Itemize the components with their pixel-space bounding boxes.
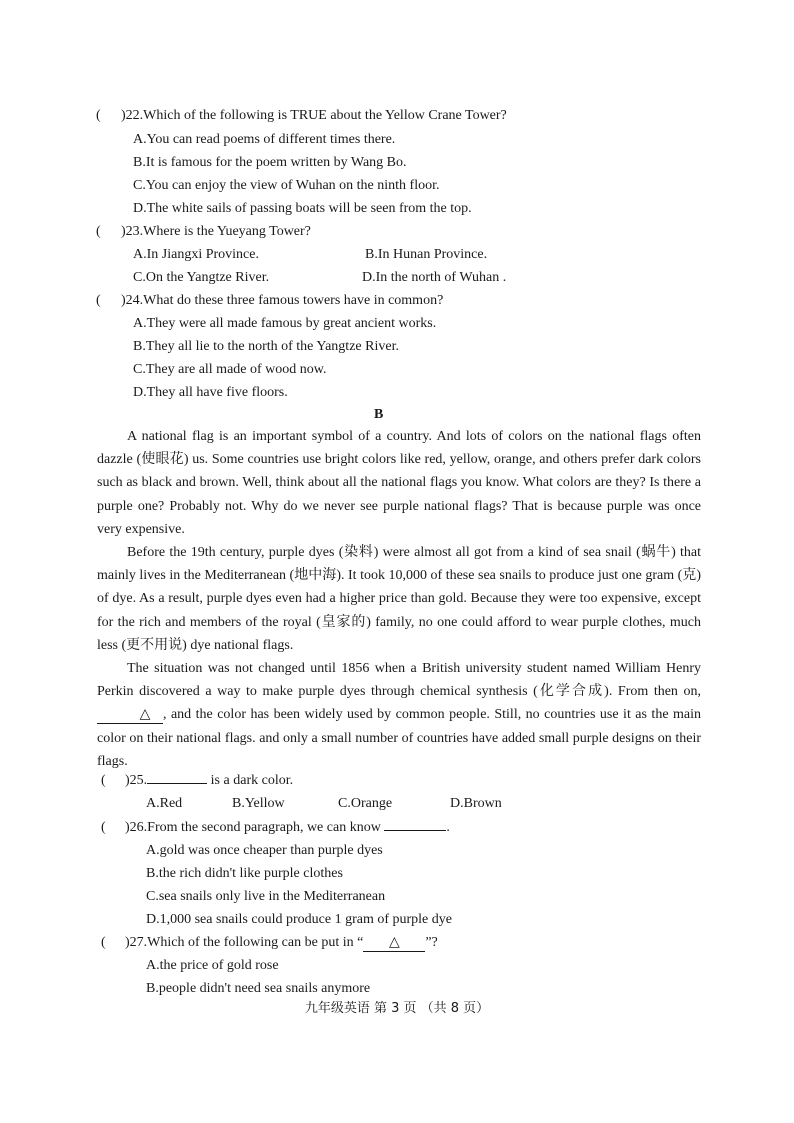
q26-option-c: C.sea snails only live in the Mediterranean: [146, 889, 386, 904]
answer-paren: (: [96, 108, 101, 123]
page-footer: 九年级英语 第 3 页 （共 8 页）: [304, 1001, 490, 1016]
question-blank: [147, 783, 207, 784]
passage-paragraph-1: A national flag is an important symbol of a country. And lots of colors on the national flags often dazzle (使眼花) us. Some countries use bright colors like red, yellow, orange, and others prefer dark colors such as black and brown. Well, think about all the national flags you know. What colors are they? Is there a purple one? Probably not. Why do we never see purple national flags? That is because purple was once very expensive.: [97, 429, 701, 537]
q27-option-b: B.people didn't need sea snails anymore: [146, 981, 371, 996]
question-25-stem-after: is a dark color.: [207, 773, 294, 788]
q23-option-a: A.In Jiangxi Province.: [133, 247, 259, 262]
question-22-stem: )22.Which of the following is TRUE about the Yellow Crane Tower?: [121, 108, 507, 123]
q26-option-a: A.gold was once cheaper than purple dyes: [146, 843, 383, 858]
question-27-stem-after: ”?: [425, 935, 438, 950]
q22-option-c: C.You can enjoy the view of Wuhan on the ninth floor.: [133, 178, 440, 193]
question-25-stem-before: )25.: [125, 773, 148, 788]
question-26-stem-after: .: [446, 820, 450, 835]
question-23-stem: )23.Where is the Yueyang Tower?: [121, 224, 311, 239]
q26-option-d: D.1,000 sea snails could produce 1 gram of purple dye: [146, 912, 452, 927]
paragraph-3-text-before: The situation was not changed until 1856 when a British university student named William Henry Perkin discovered a way to make purple dyes through chemical synthesis (化学合成). From then on,: [97, 661, 701, 700]
q23-option-c: C.On the Yangtze River.: [133, 270, 270, 285]
question-blank: [384, 830, 446, 831]
question-26-stem-before: )26.From the second paragraph, we can know: [125, 820, 385, 835]
paragraph-3-text-after: , and the color has been widely used by common people. Still, no countries use it as the main color on their national flags. and only a small number of countries have added small purple designs on their flags.: [97, 707, 701, 769]
q23-option-b: B.In Hunan Province.: [365, 247, 488, 262]
passage-paragraph-3: [97, 657, 701, 773]
q26-option-b: B.the rich didn't like purple clothes: [146, 866, 343, 881]
question-27-stem-before: )27.Which of the following can be put in “: [125, 935, 364, 950]
answer-paren: (: [101, 773, 106, 788]
q25-option-b: B.Yellow: [232, 796, 285, 811]
q25-option-a: A.Red: [146, 796, 183, 811]
question-24-stem: )24.What do these three famous towers have in common?: [121, 293, 444, 308]
q23-option-d: D.In the north of Wuhan .: [362, 270, 507, 285]
q24-option-b: B.They all lie to the north of the Yangtze River.: [133, 339, 399, 354]
answer-paren: (: [96, 293, 101, 308]
passage-blank: △: [97, 707, 163, 724]
q25-option-c: C.Orange: [338, 796, 393, 811]
question-27-stem: [125, 933, 438, 953]
q25-option-d: D.Brown: [450, 796, 502, 811]
question-26-stem: [125, 818, 450, 838]
q22-option-d: D.The white sails of passing boats will be seen from the top.: [133, 201, 472, 216]
section-heading: B: [374, 407, 384, 422]
question-blank: △: [363, 935, 425, 952]
q24-option-c: C.They are all made of wood now.: [133, 362, 327, 377]
q22-option-a: A.You can read poems of different times there.: [133, 132, 396, 147]
answer-paren: (: [101, 935, 106, 950]
question-25-stem: [125, 771, 293, 791]
answer-paren: (: [96, 224, 101, 239]
passage-paragraph-2: Before the 19th century, purple dyes (染料) were almost all got from a kind of sea snail (蜗牛) that mainly lives in the Mediterranean (地中海). It took 10,000 of these sea snails to produce just one gram (克) of dye. As a result, purple dyes even had a higher price than gold. Because they were too expensive, except for the rich and members of the royal (皇家的) family, no one could afford to wear purple clothes, much less (更不用说) dye national flags.: [97, 545, 701, 653]
answer-paren: (: [101, 820, 106, 835]
q24-option-d: D.They all have five floors.: [133, 385, 288, 400]
q27-option-a: A.the price of gold rose: [146, 958, 279, 973]
q24-option-a: A.They were all made famous by great ancient works.: [133, 316, 437, 331]
q22-option-b: B.It is famous for the poem written by Wang Bo.: [133, 155, 407, 170]
